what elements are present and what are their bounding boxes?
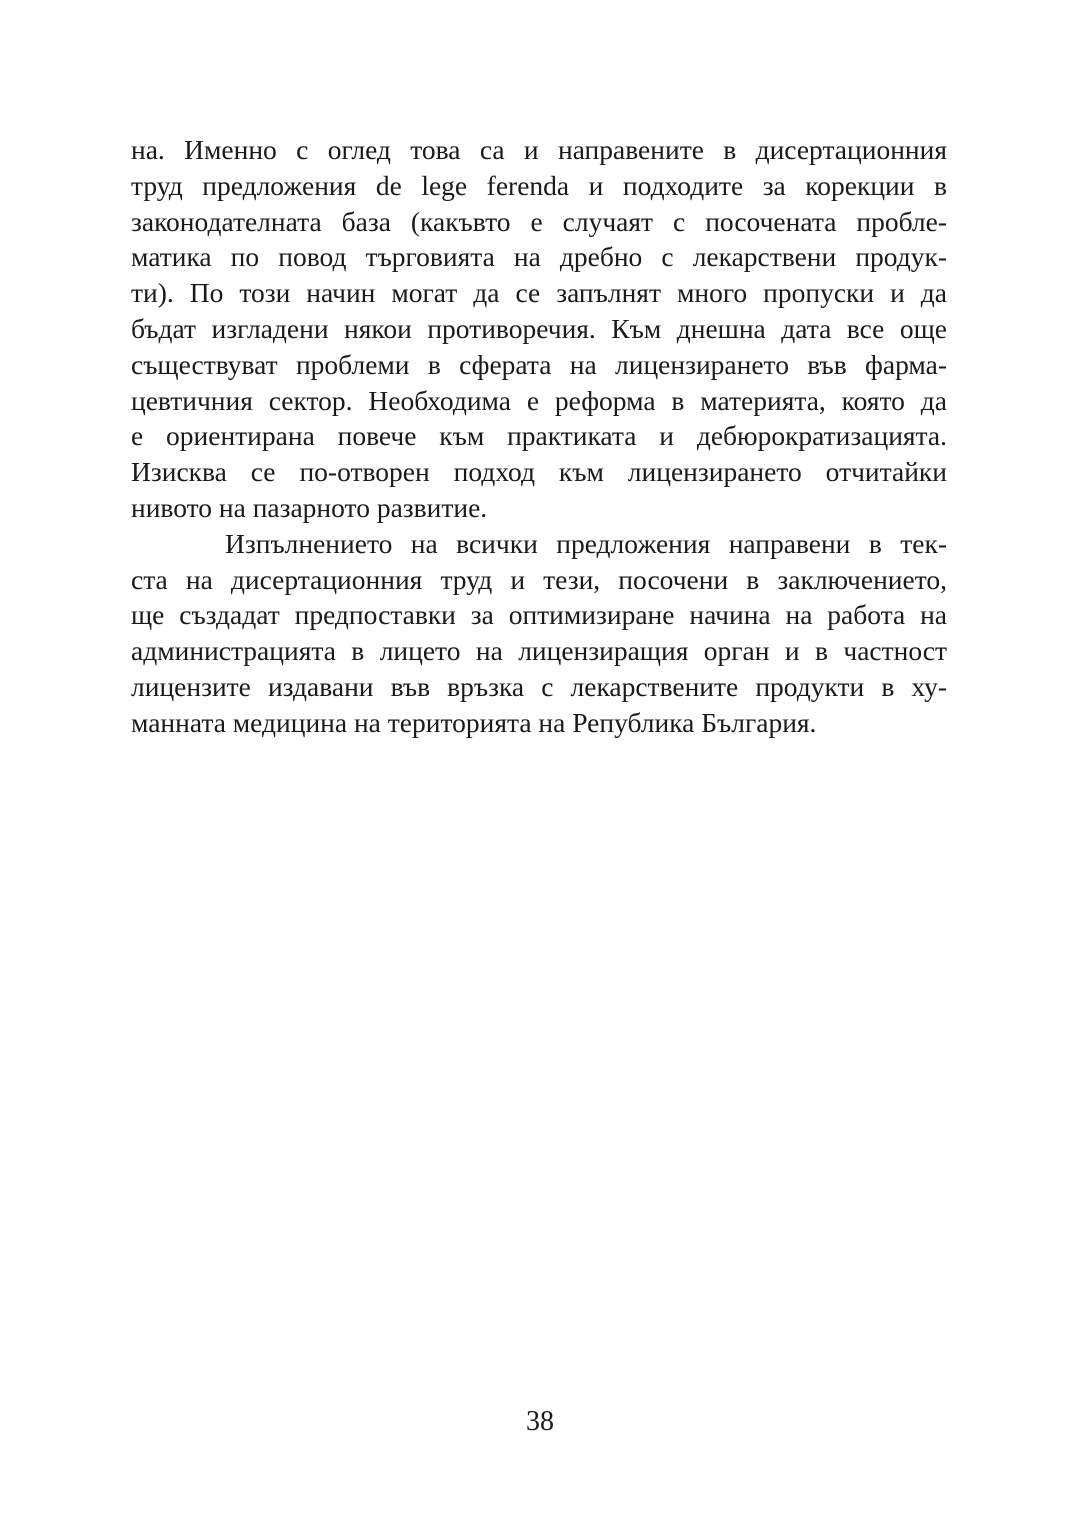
text-line: манната медицина на територията на Република България.: [131, 706, 817, 738]
text-line: Изпълнението на всички предложения направени в тек-: [225, 527, 947, 559]
body-text: [131, 132, 947, 741]
text-line: нивото на пазарното развитие.: [131, 491, 488, 523]
page-number: 38: [526, 1406, 554, 1437]
text-line: цевтичния сектор. Необходима е реформа в материята, която да: [131, 384, 947, 416]
text-line: съществуват проблеми в сферата на лицензирането във фарма-: [131, 348, 947, 380]
text-line: Изисква се по-отворен подход към лицензирането отчитайки: [131, 456, 947, 488]
text-line: е ориентирана повече към практиката и дебюрократизацията.: [131, 420, 947, 452]
text-line: бъдат изгладени някои противоречия. Към днешна дата все още: [131, 312, 947, 344]
text-line: матика по повод търговията на дребно с лекарствени продук-: [131, 241, 947, 273]
text-line: лицензите издавани във връзка с лекарствените продукти в ху-: [131, 670, 947, 702]
text-line: законодателната база (какъвто е случаят с посочената пробле-: [131, 205, 947, 237]
text-line: ти). По този начин могат да се запълнят много пропуски и да: [131, 277, 947, 309]
paragraph-1: [131, 132, 947, 526]
text-line: труд предложения de lege ferenda и подходите за корекции в: [131, 169, 947, 201]
paragraph-2: [131, 526, 947, 741]
text-line: ста на дисертационния труд и тези, посочени в заключението,: [131, 563, 947, 595]
text-line: на. Именно с оглед това са и направените в дисертационния: [131, 134, 947, 165]
text-line: ще създадат предпоставки за оптимизиране начина на работа на: [131, 599, 947, 631]
text-line: администрацията в лицето на лицензиращия орган и в частност: [131, 635, 947, 667]
